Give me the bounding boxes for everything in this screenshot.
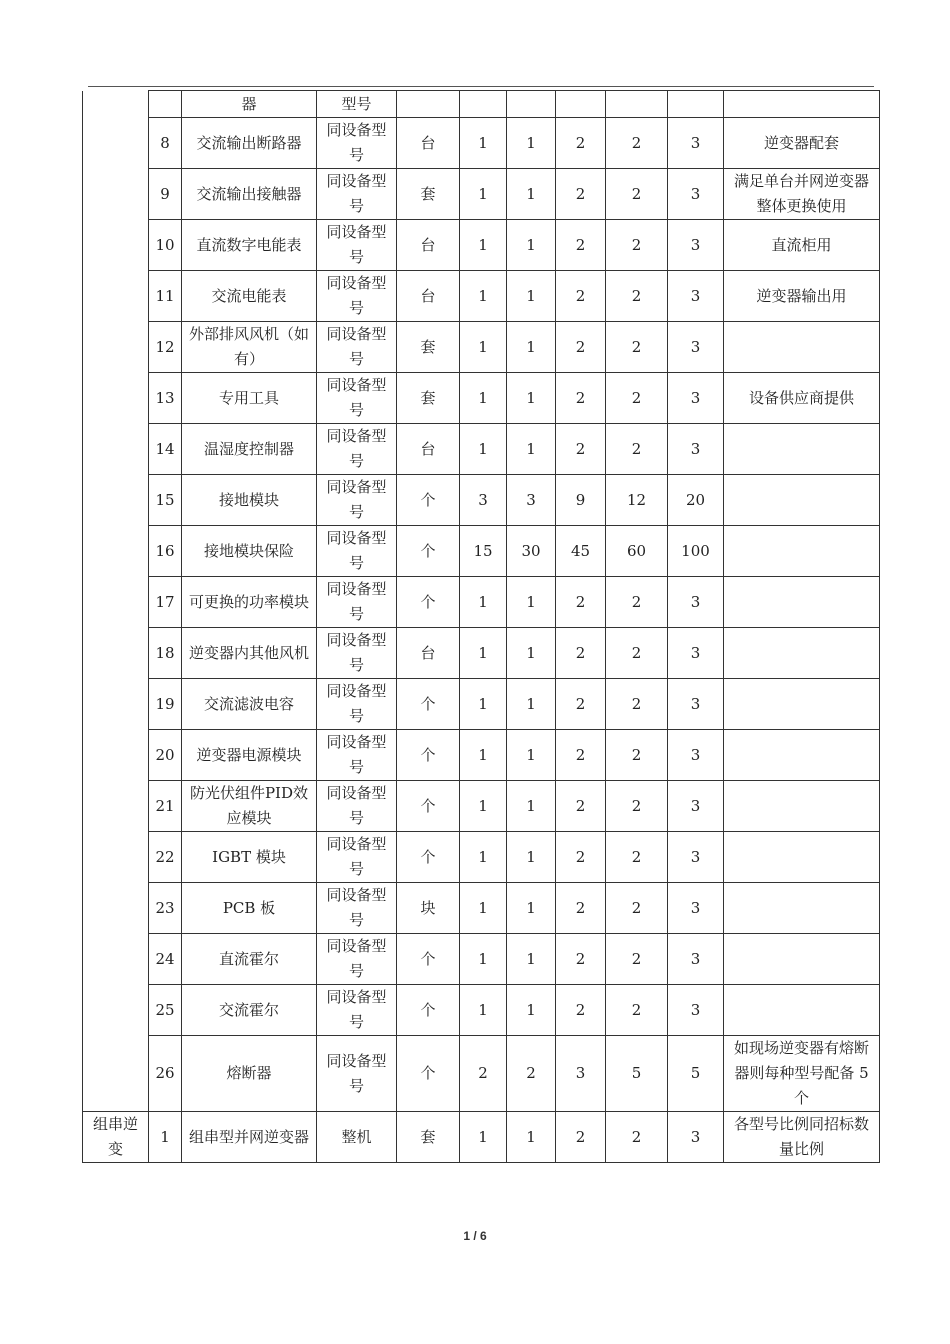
unit: 个: [397, 730, 460, 781]
continuation-row: [83, 91, 880, 118]
qty-col-3: [556, 91, 606, 118]
part-name: 交流电能表: [182, 271, 317, 322]
row-number: 16: [149, 526, 182, 577]
qty-col-4: 2: [606, 577, 668, 628]
unit: 台: [397, 424, 460, 475]
qty-col-4: 2: [606, 832, 668, 883]
qty-col-4: 2: [606, 628, 668, 679]
qty-col-5: 3: [668, 628, 724, 679]
row-number: 18: [149, 628, 182, 679]
qty-col-2: 1: [507, 1112, 556, 1163]
part-model: 同设备型号: [317, 169, 397, 220]
part-model: 同设备型号: [317, 934, 397, 985]
qty-col-1: 3: [460, 475, 507, 526]
note: 如现场逆变器有熔断器则每种型号配备 5 个: [724, 1036, 880, 1112]
unit: 台: [397, 628, 460, 679]
qty-col-5: 3: [668, 118, 724, 169]
unit: 个: [397, 577, 460, 628]
row-number: 13: [149, 373, 182, 424]
spare-parts-table: [82, 90, 880, 1163]
qty-col-1: 1: [460, 730, 507, 781]
qty-col-4: 2: [606, 934, 668, 985]
qty-col-1: 1: [460, 424, 507, 475]
row-number: 25: [149, 985, 182, 1036]
qty-col-3: 3: [556, 1036, 606, 1112]
qty-col-2: 1: [507, 118, 556, 169]
part-model: 同设备型号: [317, 1036, 397, 1112]
table-row: [83, 832, 880, 883]
table-row: [83, 475, 880, 526]
qty-col-1: 1: [460, 220, 507, 271]
note: 直流柜用: [724, 220, 880, 271]
row-number: 12: [149, 322, 182, 373]
qty-col-4: 2: [606, 220, 668, 271]
qty-col-4: 2: [606, 781, 668, 832]
qty-col-3: 2: [556, 832, 606, 883]
table-row: [83, 883, 880, 934]
unit: 个: [397, 1036, 460, 1112]
unit: 台: [397, 118, 460, 169]
qty-col-4: 2: [606, 985, 668, 1036]
part-name: 熔断器: [182, 1036, 317, 1112]
part-name: 专用工具: [182, 373, 317, 424]
qty-col-3: 2: [556, 679, 606, 730]
part-name: IGBT 模块: [182, 832, 317, 883]
qty-col-5: 3: [668, 730, 724, 781]
qty-col-5: 3: [668, 424, 724, 475]
qty-col-5: 3: [668, 322, 724, 373]
note: [724, 934, 880, 985]
qty-col-4: 60: [606, 526, 668, 577]
part-name: 可更换的功率模块: [182, 577, 317, 628]
unit: 个: [397, 679, 460, 730]
qty-col-3: 2: [556, 169, 606, 220]
table-row: [83, 985, 880, 1036]
note: [724, 322, 880, 373]
part-model: 同设备型号: [317, 118, 397, 169]
table-row: [83, 424, 880, 475]
qty-col-5: 3: [668, 781, 724, 832]
unit: 个: [397, 934, 460, 985]
qty-col-5: 3: [668, 679, 724, 730]
unit: 个: [397, 985, 460, 1036]
qty-col-2: 1: [507, 577, 556, 628]
part-model: 同设备型号: [317, 883, 397, 934]
qty-col-2: 1: [507, 883, 556, 934]
part-name: 器: [182, 91, 317, 118]
qty-col-1: 1: [460, 1112, 507, 1163]
unit: 台: [397, 271, 460, 322]
part-model: 同设备型号: [317, 424, 397, 475]
note: [724, 985, 880, 1036]
unit: 套: [397, 322, 460, 373]
qty-col-3: 2: [556, 883, 606, 934]
table-row: [83, 220, 880, 271]
qty-col-4: 2: [606, 424, 668, 475]
qty-col-2: 1: [507, 985, 556, 1036]
row-number: 23: [149, 883, 182, 934]
row-number: 11: [149, 271, 182, 322]
part-model: 同设备型号: [317, 985, 397, 1036]
qty-col-5: 100: [668, 526, 724, 577]
qty-col-2: 1: [507, 322, 556, 373]
part-model: 同设备型号: [317, 628, 397, 679]
qty-col-1: 1: [460, 934, 507, 985]
qty-col-3: 2: [556, 1112, 606, 1163]
qty-col-2: 1: [507, 730, 556, 781]
table-row: [83, 781, 880, 832]
part-name: 逆变器内其他风机: [182, 628, 317, 679]
qty-col-5: 3: [668, 985, 724, 1036]
part-model: 同设备型号: [317, 322, 397, 373]
note: 逆变器输出用: [724, 271, 880, 322]
qty-col-4: 5: [606, 1036, 668, 1112]
table-row: [83, 526, 880, 577]
note: [724, 730, 880, 781]
qty-col-4: 2: [606, 883, 668, 934]
qty-col-4: 2: [606, 322, 668, 373]
qty-col-5: 3: [668, 832, 724, 883]
unit: [397, 91, 460, 118]
table-row: [83, 271, 880, 322]
unit: 个: [397, 475, 460, 526]
qty-col-3: 2: [556, 985, 606, 1036]
qty-col-2: 1: [507, 169, 556, 220]
row-number: 22: [149, 832, 182, 883]
table-row: [83, 118, 880, 169]
row-number: 21: [149, 781, 182, 832]
row-number: 20: [149, 730, 182, 781]
qty-col-5: 3: [668, 577, 724, 628]
qty-col-1: [460, 91, 507, 118]
qty-col-1: 1: [460, 781, 507, 832]
qty-col-4: 2: [606, 118, 668, 169]
part-name: 直流数字电能表: [182, 220, 317, 271]
part-model: 同设备型号: [317, 271, 397, 322]
part-name: 组串型并网逆变器: [182, 1112, 317, 1163]
part-model: 同设备型号: [317, 475, 397, 526]
qty-col-2: 3: [507, 475, 556, 526]
qty-col-2: 1: [507, 781, 556, 832]
qty-col-3: 2: [556, 271, 606, 322]
qty-col-3: 2: [556, 220, 606, 271]
qty-col-3: 2: [556, 934, 606, 985]
part-model: 同设备型号: [317, 526, 397, 577]
part-model: 同设备型号: [317, 832, 397, 883]
qty-col-1: 1: [460, 373, 507, 424]
row-number: 10: [149, 220, 182, 271]
qty-col-5: 3: [668, 934, 724, 985]
qty-col-5: 3: [668, 169, 724, 220]
table-row: [83, 679, 880, 730]
header-rule: [88, 86, 874, 87]
qty-col-5: 3: [668, 883, 724, 934]
qty-col-1: 1: [460, 679, 507, 730]
qty-col-1: 1: [460, 985, 507, 1036]
row-number: [149, 91, 182, 118]
qty-col-3: 9: [556, 475, 606, 526]
part-model: 同设备型号: [317, 781, 397, 832]
table-row: [83, 577, 880, 628]
row-number: 17: [149, 577, 182, 628]
part-model: 同设备型号: [317, 577, 397, 628]
qty-col-4: 2: [606, 271, 668, 322]
unit: 套: [397, 1112, 460, 1163]
category-cell: 组串逆变: [83, 1112, 149, 1163]
qty-col-2: 1: [507, 373, 556, 424]
qty-col-1: 1: [460, 322, 507, 373]
part-name: 逆变器电源模块: [182, 730, 317, 781]
table-row: [83, 628, 880, 679]
table-body: [83, 91, 880, 1163]
part-model: 整机: [317, 1112, 397, 1163]
note: [724, 475, 880, 526]
row-number: 8: [149, 118, 182, 169]
qty-col-2: [507, 91, 556, 118]
qty-col-5: 3: [668, 1112, 724, 1163]
qty-col-2: 1: [507, 832, 556, 883]
qty-col-3: 2: [556, 424, 606, 475]
note: 设备供应商提供: [724, 373, 880, 424]
qty-col-2: 1: [507, 271, 556, 322]
page-number: 1 / 6: [463, 1229, 487, 1243]
note: 满足单台并网逆变器整体更换使用: [724, 169, 880, 220]
qty-col-3: 2: [556, 118, 606, 169]
qty-col-4: 2: [606, 679, 668, 730]
qty-col-1: 15: [460, 526, 507, 577]
part-name: 外部排风风机（如有）: [182, 322, 317, 373]
qty-col-3: 2: [556, 628, 606, 679]
unit: 套: [397, 169, 460, 220]
qty-col-4: 2: [606, 1112, 668, 1163]
unit: 套: [397, 373, 460, 424]
table-row: [83, 730, 880, 781]
qty-col-2: 1: [507, 220, 556, 271]
part-name: 交流输出接触器: [182, 169, 317, 220]
part-model: 同设备型号: [317, 220, 397, 271]
qty-col-2: 2: [507, 1036, 556, 1112]
qty-col-1: 1: [460, 628, 507, 679]
qty-col-1: 1: [460, 832, 507, 883]
unit: 个: [397, 832, 460, 883]
part-model: 型号: [317, 91, 397, 118]
table-row: [83, 934, 880, 985]
qty-col-1: 1: [460, 271, 507, 322]
part-model: 同设备型号: [317, 373, 397, 424]
qty-col-1: 2: [460, 1036, 507, 1112]
part-name: 交流滤波电容: [182, 679, 317, 730]
table-row: [83, 322, 880, 373]
table-row: [83, 1036, 880, 1112]
part-name: 交流输出断路器: [182, 118, 317, 169]
part-name: 温湿度控制器: [182, 424, 317, 475]
qty-col-1: 1: [460, 883, 507, 934]
part-model: 同设备型号: [317, 679, 397, 730]
row-number: 19: [149, 679, 182, 730]
qty-col-1: 1: [460, 577, 507, 628]
qty-col-4: [606, 91, 668, 118]
note: [724, 424, 880, 475]
qty-col-5: 3: [668, 271, 724, 322]
unit: 台: [397, 220, 460, 271]
qty-col-3: 2: [556, 322, 606, 373]
note: [724, 526, 880, 577]
part-name: 接地模块保险: [182, 526, 317, 577]
table-row: [83, 373, 880, 424]
qty-col-2: 1: [507, 934, 556, 985]
unit: 个: [397, 781, 460, 832]
note: [724, 832, 880, 883]
table-row-string-inverter: [83, 1112, 880, 1163]
row-number: 24: [149, 934, 182, 985]
row-number: 9: [149, 169, 182, 220]
qty-col-2: 30: [507, 526, 556, 577]
row-number: 26: [149, 1036, 182, 1112]
qty-col-5: 20: [668, 475, 724, 526]
part-name: 交流霍尔: [182, 985, 317, 1036]
note: 各型号比例同招标数量比例: [724, 1112, 880, 1163]
part-name: 防光伏组件PID效应模块: [182, 781, 317, 832]
row-number: 15: [149, 475, 182, 526]
qty-col-3: 2: [556, 373, 606, 424]
note: [724, 883, 880, 934]
table-row: [83, 169, 880, 220]
note: 逆变器配套: [724, 118, 880, 169]
row-number: 14: [149, 424, 182, 475]
qty-col-5: 3: [668, 373, 724, 424]
unit: 个: [397, 526, 460, 577]
qty-col-4: 2: [606, 730, 668, 781]
qty-col-3: 45: [556, 526, 606, 577]
qty-col-3: 2: [556, 577, 606, 628]
qty-col-4: 2: [606, 169, 668, 220]
part-name: PCB 板: [182, 883, 317, 934]
note: [724, 91, 880, 118]
qty-col-5: 3: [668, 220, 724, 271]
note: [724, 781, 880, 832]
qty-col-1: 1: [460, 169, 507, 220]
qty-col-3: 2: [556, 730, 606, 781]
qty-col-2: 1: [507, 628, 556, 679]
qty-col-4: 2: [606, 373, 668, 424]
part-name: 接地模块: [182, 475, 317, 526]
qty-col-5: 5: [668, 1036, 724, 1112]
note: [724, 628, 880, 679]
qty-col-2: 1: [507, 679, 556, 730]
qty-col-5: [668, 91, 724, 118]
row-number: 1: [149, 1112, 182, 1163]
qty-col-1: 1: [460, 118, 507, 169]
qty-col-2: 1: [507, 424, 556, 475]
unit: 块: [397, 883, 460, 934]
qty-col-3: 2: [556, 781, 606, 832]
category-cell-continued: [83, 91, 149, 1112]
qty-col-4: 12: [606, 475, 668, 526]
note: [724, 679, 880, 730]
part-name: 直流霍尔: [182, 934, 317, 985]
part-model: 同设备型号: [317, 730, 397, 781]
note: [724, 577, 880, 628]
